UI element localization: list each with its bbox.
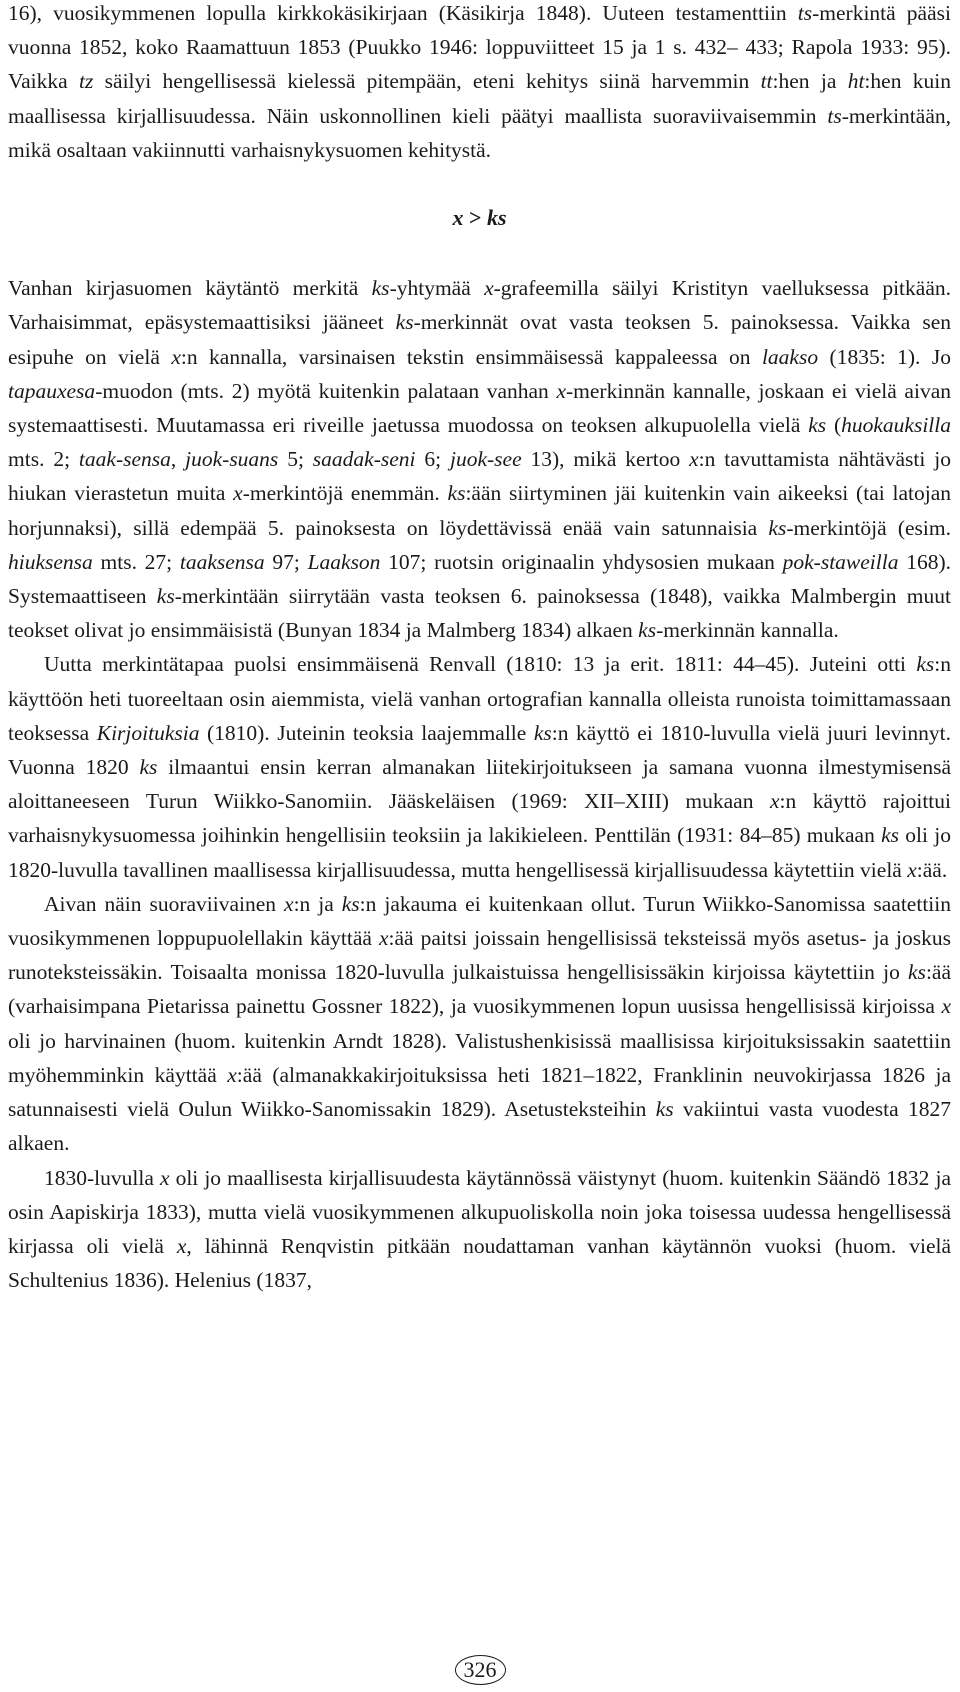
text-run: vakiintui vasta vuodesta 1827 alkaen. <box>8 1097 951 1156</box>
heading-symbol: > <box>468 205 482 231</box>
text-run: 6; <box>415 447 450 472</box>
text-run: :ää (varhaisimpana Pietarissa painettu Gossner 1822), ja vuosikymmenen lopun uusissa hengellisissä kirjoissa <box>8 960 951 1019</box>
text-run: -merkintään siirrytään vasta teoksen 6. painoksessa (1848), vaikka Malmbergin muut teokset olivat jo ensimmäisistä (Bunyan 1834 ja Malmberg 1834) alkaen <box>8 584 951 643</box>
heading-left: x <box>452 205 464 231</box>
text-run: -muodon (mts. 2) myötä kuitenkin palataan vanhan <box>95 378 557 403</box>
text-run: mts. 27; <box>92 549 180 574</box>
italic-term: x <box>378 926 389 951</box>
paragraph-1 <box>8 0 951 167</box>
text-run: , lähinnä Renqvistin pitkään noudattaman vanhan käytännön vuoksi (huom. vielä Schultenius 1836). Helenius (1837, <box>8 1233 951 1293</box>
italic-term: ts <box>797 1 813 25</box>
text-run: Vanhan kirjasuomen käytäntö merkitä <box>8 276 372 301</box>
italic-term: ks <box>139 755 158 780</box>
italic-term: tz <box>79 69 94 94</box>
text-run: 16), vuosikymmenen lopulla kirkkokäsikirjaan (Käsikirja 1848). Uuteen testamenttiin <box>8 1 798 25</box>
text-run: 1830-luvulla <box>44 1165 160 1190</box>
text-run: Uutta merkintätapaa puolsi ensimmäisenä Renvall (1810: 13 ja erit. 1811: 44–45). Juteini otti <box>44 652 917 677</box>
text-run: mts. 2; <box>8 447 79 472</box>
italic-term: Laakson <box>307 549 381 574</box>
italic-term: x <box>171 344 181 369</box>
text-run: -merkintä pääsi vuonna 1852, koko Raamattuun 1853 (Puukko 1946: loppuviitteet 15 ja 1 s. 432– 433; Rapola 1933: 95). Vaikka <box>8 1 951 94</box>
italic-term: ks <box>881 823 900 848</box>
text-run: :n ja <box>293 891 342 916</box>
paragraph-2 <box>8 271 951 647</box>
paragraph-3 <box>8 647 951 886</box>
italic-term: Kirjoituksia <box>96 720 200 745</box>
text-run: :n käyttöön heti tuoreeltaan osin aiemmista, vielä vanhan ortografian kannalla olleista runoista toimittamassaan teoksessa <box>8 652 951 745</box>
paragraph-5 <box>8 1161 951 1298</box>
italic-term: ks <box>395 310 414 335</box>
italic-term: x <box>227 1062 237 1087</box>
italic-term: x <box>907 857 917 882</box>
text-run: -merkintään, mikä osaltaan vakiinnutti varhaisnykysuomen kehitystä. <box>8 103 951 162</box>
text-run: :ää (almanakkakirjoituksissa heti 1821–1822, Franklinin neuvokirjassa 1826 ja satunnaisesti vielä Oulun Wiikko-Sanomissakin 1829). Asetusteksteihin <box>8 1062 951 1122</box>
italic-term: x <box>556 378 566 403</box>
text-run: ( <box>826 413 842 438</box>
italic-term: pok-staweilla <box>782 549 899 574</box>
text-run: :hen kuin maallisessa kirjallisuudessa. Näin uskonnollinen kieli päätyi maallista suoraviivaisemmin <box>8 69 951 128</box>
italic-term: ts <box>827 103 842 128</box>
heading-right: ks <box>486 205 507 231</box>
italic-term: x <box>159 1165 170 1190</box>
italic-term: ks <box>768 515 787 540</box>
italic-term: taak-sensa <box>78 447 171 472</box>
text-run: 97; <box>264 549 308 574</box>
italic-term: ks <box>655 1097 674 1122</box>
italic-term: ks <box>808 413 827 438</box>
text-run: oli jo 1820-luvulla tavallinen maallisessa kirjallisuudessa, mutta hengellisessä kirjallisuudessa käytettiin vielä <box>8 823 951 882</box>
italic-term: saadak-seni <box>312 447 416 472</box>
text-run: -merkintöjä (esim. <box>786 515 951 540</box>
text-run: Aivan näin suoraviivainen <box>44 891 285 916</box>
italic-term: juok-suans <box>185 447 279 472</box>
page-number: 326 <box>455 1655 506 1685</box>
italic-term: x <box>284 891 294 916</box>
italic-term: x <box>233 481 243 506</box>
text-run: ilmaantui ensin kerran almanakan liitekirjoitukseen ja samana vuonna ilmestymisensä aloittaneeseen Turun Wiikko-Sanomiin. Jääskeläisen (1969: XII–XIII) mukaan <box>8 755 952 814</box>
text-run: :ää. <box>916 857 948 882</box>
text-run: , <box>170 447 186 472</box>
paragraph-4 <box>8 887 951 1161</box>
text-run: :ään siirtyminen jäi kuitenkin vain aikeeksi (tai latojan horjunnaksi), sillä edempää 5. painoksesta on löydettävissä enää vain satunnaisia <box>8 481 952 540</box>
italic-term: hiuksensa <box>8 549 93 574</box>
italic-term: x <box>689 447 699 472</box>
italic-term: tapauxesa <box>8 378 96 403</box>
text-run: (1835: 1). Jo <box>818 344 951 369</box>
text-run: -merkinnät ovat vasta teoksen 5. painoksessa. Vaikka sen esipuhe on vielä <box>8 310 951 369</box>
text-run: :n käyttö ei 1810-luvulla vielä juuri levinnyt. Vuonna 1820 <box>8 720 952 780</box>
text-run: 168). Systemaattiseen <box>8 549 951 609</box>
text-run: :n tavuttamista nähtävästi jo hiukan vierastetun muita <box>8 447 951 506</box>
text-run: 107; ruotsin originaalin yhdysosien mukaan <box>380 549 783 574</box>
text-run: -merkinnän kannalla. <box>656 618 839 643</box>
italic-term: huokauksilla <box>841 413 951 438</box>
italic-term: ks <box>371 276 390 301</box>
italic-term: ks <box>156 584 175 609</box>
italic-term: ks <box>908 960 926 985</box>
italic-term: ks <box>638 618 657 643</box>
text-run: oli jo maallisesta kirjallisuudesta käytännössä väistynyt (huom. kuitenkin Säändö 1832 ja osin Aapiskirja 1833), mutta vielä vuosikymmenen alkupuoliskolla noin joka toisessa uudessa hengellisessä kirjassa oli vielä <box>8 1165 952 1258</box>
text-run: :ää paitsi joissain hengellisissä teksteissä myös asetus- ja joskus runoteksteissäkin. Toisaalta monissa 1820-luvulla julkaistuissa hengellisissäkin kirjoissa käytettiin jo <box>8 926 951 985</box>
text-run: :n kannalla, varsinaisen tekstin ensimmäisessä kappaleessa on <box>180 344 762 369</box>
italic-term: taaksensa <box>179 549 265 574</box>
text-run: :n käyttö rajoittui varhaisnykysuomessa joihinkin hengellisiin teoksiin ja lakikieleen. Penttilän (1931: 84–85) mukaan <box>8 789 951 848</box>
text-run: -merkintöjä enemmän. <box>242 481 448 506</box>
italic-term: ks <box>341 891 360 916</box>
text-run: :n jakauma ei kuitenkaan ollut. Turun Wiikko-Sanomissa saatettiin vuosikymmenen loppupuolellakin käyttää <box>8 891 951 951</box>
italic-term: ks <box>533 720 552 745</box>
italic-term: x <box>484 276 494 301</box>
italic-term: ks <box>916 652 935 677</box>
italic-term: x <box>176 1233 187 1258</box>
italic-term: x <box>941 994 951 1019</box>
page-number-area <box>0 1655 960 1685</box>
section-heading <box>8 167 951 271</box>
text-run: :hen ja <box>772 69 848 94</box>
text-run: (1810). Juteinin teoksia laajemmalle <box>199 720 534 745</box>
italic-term: ks <box>447 481 466 506</box>
text-run: -grafeemilla säilyi Kristityn vaelluksessa pitkään. Varhaisimmat, epäsystemaattisiksi jääneet <box>8 276 951 335</box>
text-run: 13), mikä kertoo <box>521 447 690 472</box>
text-run: 5; <box>278 447 313 472</box>
document-page <box>8 0 951 1297</box>
italic-term: tt <box>760 69 773 94</box>
text-run: -merkinnän kannalle, joskaan ei vielä aivan systemaattisesti. Muutamassa eri riveille jaetussa muodossa on teoksen alkupuolella vielä <box>8 378 951 438</box>
text-run: säilyi hengellisessä kielessä pitempään, eteni kehitys siinä harvemmin <box>93 69 761 94</box>
italic-term: laakso <box>761 344 819 369</box>
italic-term: ht <box>847 69 865 94</box>
text-run: oli jo harvinainen (huom. kuitenkin Arndt 1828). Valistushenkisissä maallisissa kirjoituksissakin saatettiin myöhemminkin käyttää <box>8 1028 951 1087</box>
italic-term: juok-see <box>449 447 522 472</box>
italic-term: x <box>769 789 780 814</box>
text-run: -yhtymää <box>389 276 485 301</box>
